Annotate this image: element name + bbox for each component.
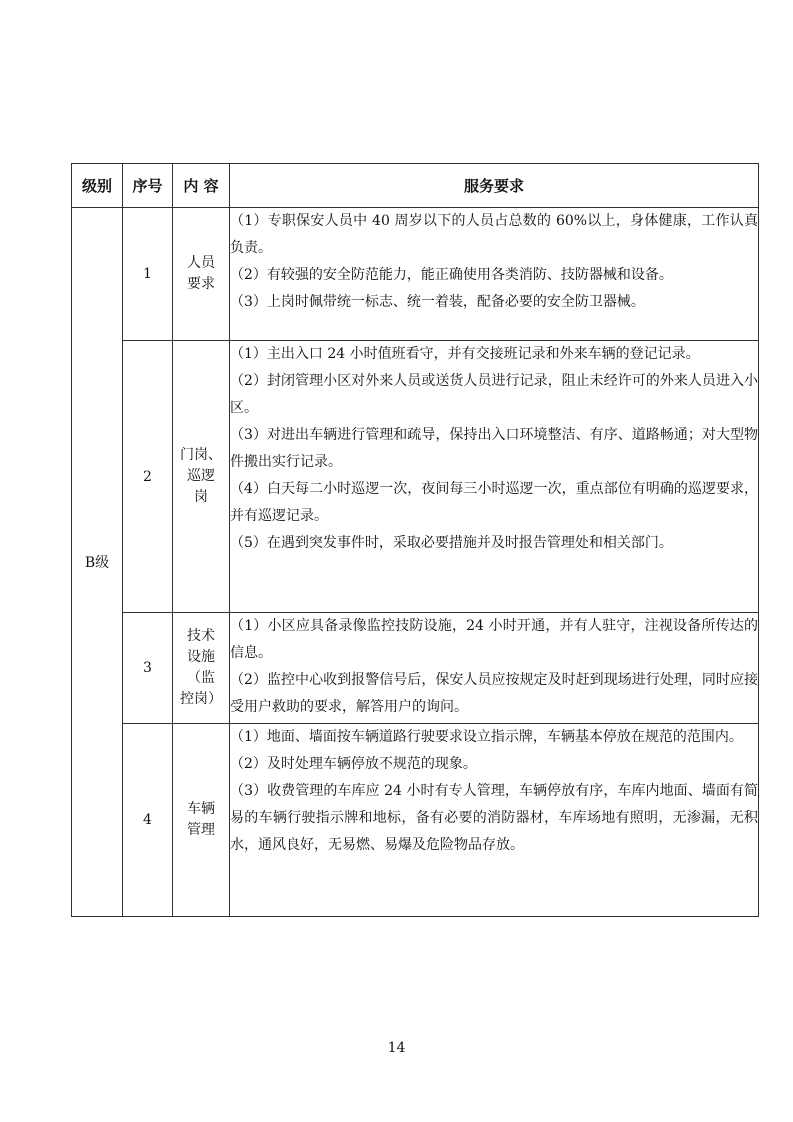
row-topic [173, 613, 230, 724]
requirement-item: （1）地面、墙面按车辆道路行驶要求设立指示牌，车辆基本停放在规范的范围内。 [230, 729, 743, 745]
topic-line: （监 [187, 670, 215, 686]
row-topic [173, 724, 230, 917]
requirement-item: （3）收费管理的车库应 24 小时有专人管理，车辆停放有序，车库内地面、墙面有简易的车辆行驶指示牌和地标，备有必要的消防器材，车库场地有照明，无渗漏，无积水，通风良好，无易燃、易爆及危险物品存放。 [230, 783, 758, 853]
requirement-item: （4）白天每二小时巡逻一次，夜间每三小时巡逻一次，重点部位有明确的巡逻要求，并有巡逻记录。 [230, 481, 758, 524]
requirement-item: （1）专职保安人员中 40 周岁以下的人员占总数的 60%以上，身体健康，工作认真负责。 [230, 213, 758, 256]
requirement-item: （2）监控中心收到报警信号后，保安人员应按规定及时赶到现场进行处理，同时应接受用户救助的要求，解答用户的询问。 [230, 672, 758, 715]
row-requirements [230, 208, 759, 341]
topic-line: 岗 [194, 489, 208, 505]
row-requirements [230, 613, 759, 724]
header-content: 内 容 [173, 164, 230, 208]
page-number: 14 [387, 1040, 406, 1056]
header-grade: 级别 [72, 164, 123, 208]
requirement-item: （2）封闭管理小区对外来人员或送货人员进行记录，阻止未经许可的外来人员进入小区。 [230, 373, 758, 416]
row-requirements [230, 341, 759, 613]
requirement-item: （2）及时处理车辆停放不规范的现象。 [230, 756, 477, 772]
row-number: 4 [123, 724, 173, 917]
table-row [72, 341, 759, 613]
row-number: 1 [123, 208, 173, 341]
topic-line: 管理 [187, 822, 215, 838]
table-row [72, 208, 759, 341]
requirement-item: （2）有较强的安全防范能力，能正确使用各类消防、技防器械和设备。 [230, 267, 673, 283]
header-requirements: 服务要求 [230, 164, 759, 208]
topic-line: 控岗） [180, 691, 222, 707]
row-requirements [230, 724, 759, 917]
topic-line: 设施 [187, 649, 215, 665]
topic-line: 技术 [187, 628, 215, 644]
topic-line: 车辆 [187, 801, 215, 817]
row-number: 2 [123, 341, 173, 613]
requirement-item: （3）对进出车辆进行管理和疏导，保持出入口环境整洁、有序、道路畅通；对大型物件搬出实行记录。 [230, 427, 758, 470]
row-number: 3 [123, 613, 173, 724]
service-requirements-table [71, 163, 759, 917]
row-topic [173, 208, 230, 341]
requirement-item: （3）上岗时佩带统一标志、统一着装，配备必要的安全防卫器械。 [230, 294, 645, 310]
requirement-item: （5）在遇到突发事件时，采取必要措施并及时报告管理处和相关部门。 [230, 535, 673, 551]
topic-line: 人员 [187, 255, 215, 271]
row-topic [173, 341, 230, 613]
grade-cell: B级 [72, 208, 123, 917]
table-header-row [72, 164, 759, 208]
table-row [72, 724, 759, 917]
header-number: 序号 [123, 164, 173, 208]
requirement-item: （1）主出入口 24 小时值班看守，并有交接班记录和外来车辆的登记记录。 [230, 346, 700, 362]
topic-line: 巡逻 [187, 468, 215, 484]
table-row [72, 613, 759, 724]
topic-line: 门岗、 [180, 447, 222, 463]
requirement-item: （1）小区应具备录像监控技防设施，24 小时开通，并有人驻守，注视设备所传达的信息。 [230, 618, 758, 661]
topic-line: 要求 [187, 276, 215, 292]
